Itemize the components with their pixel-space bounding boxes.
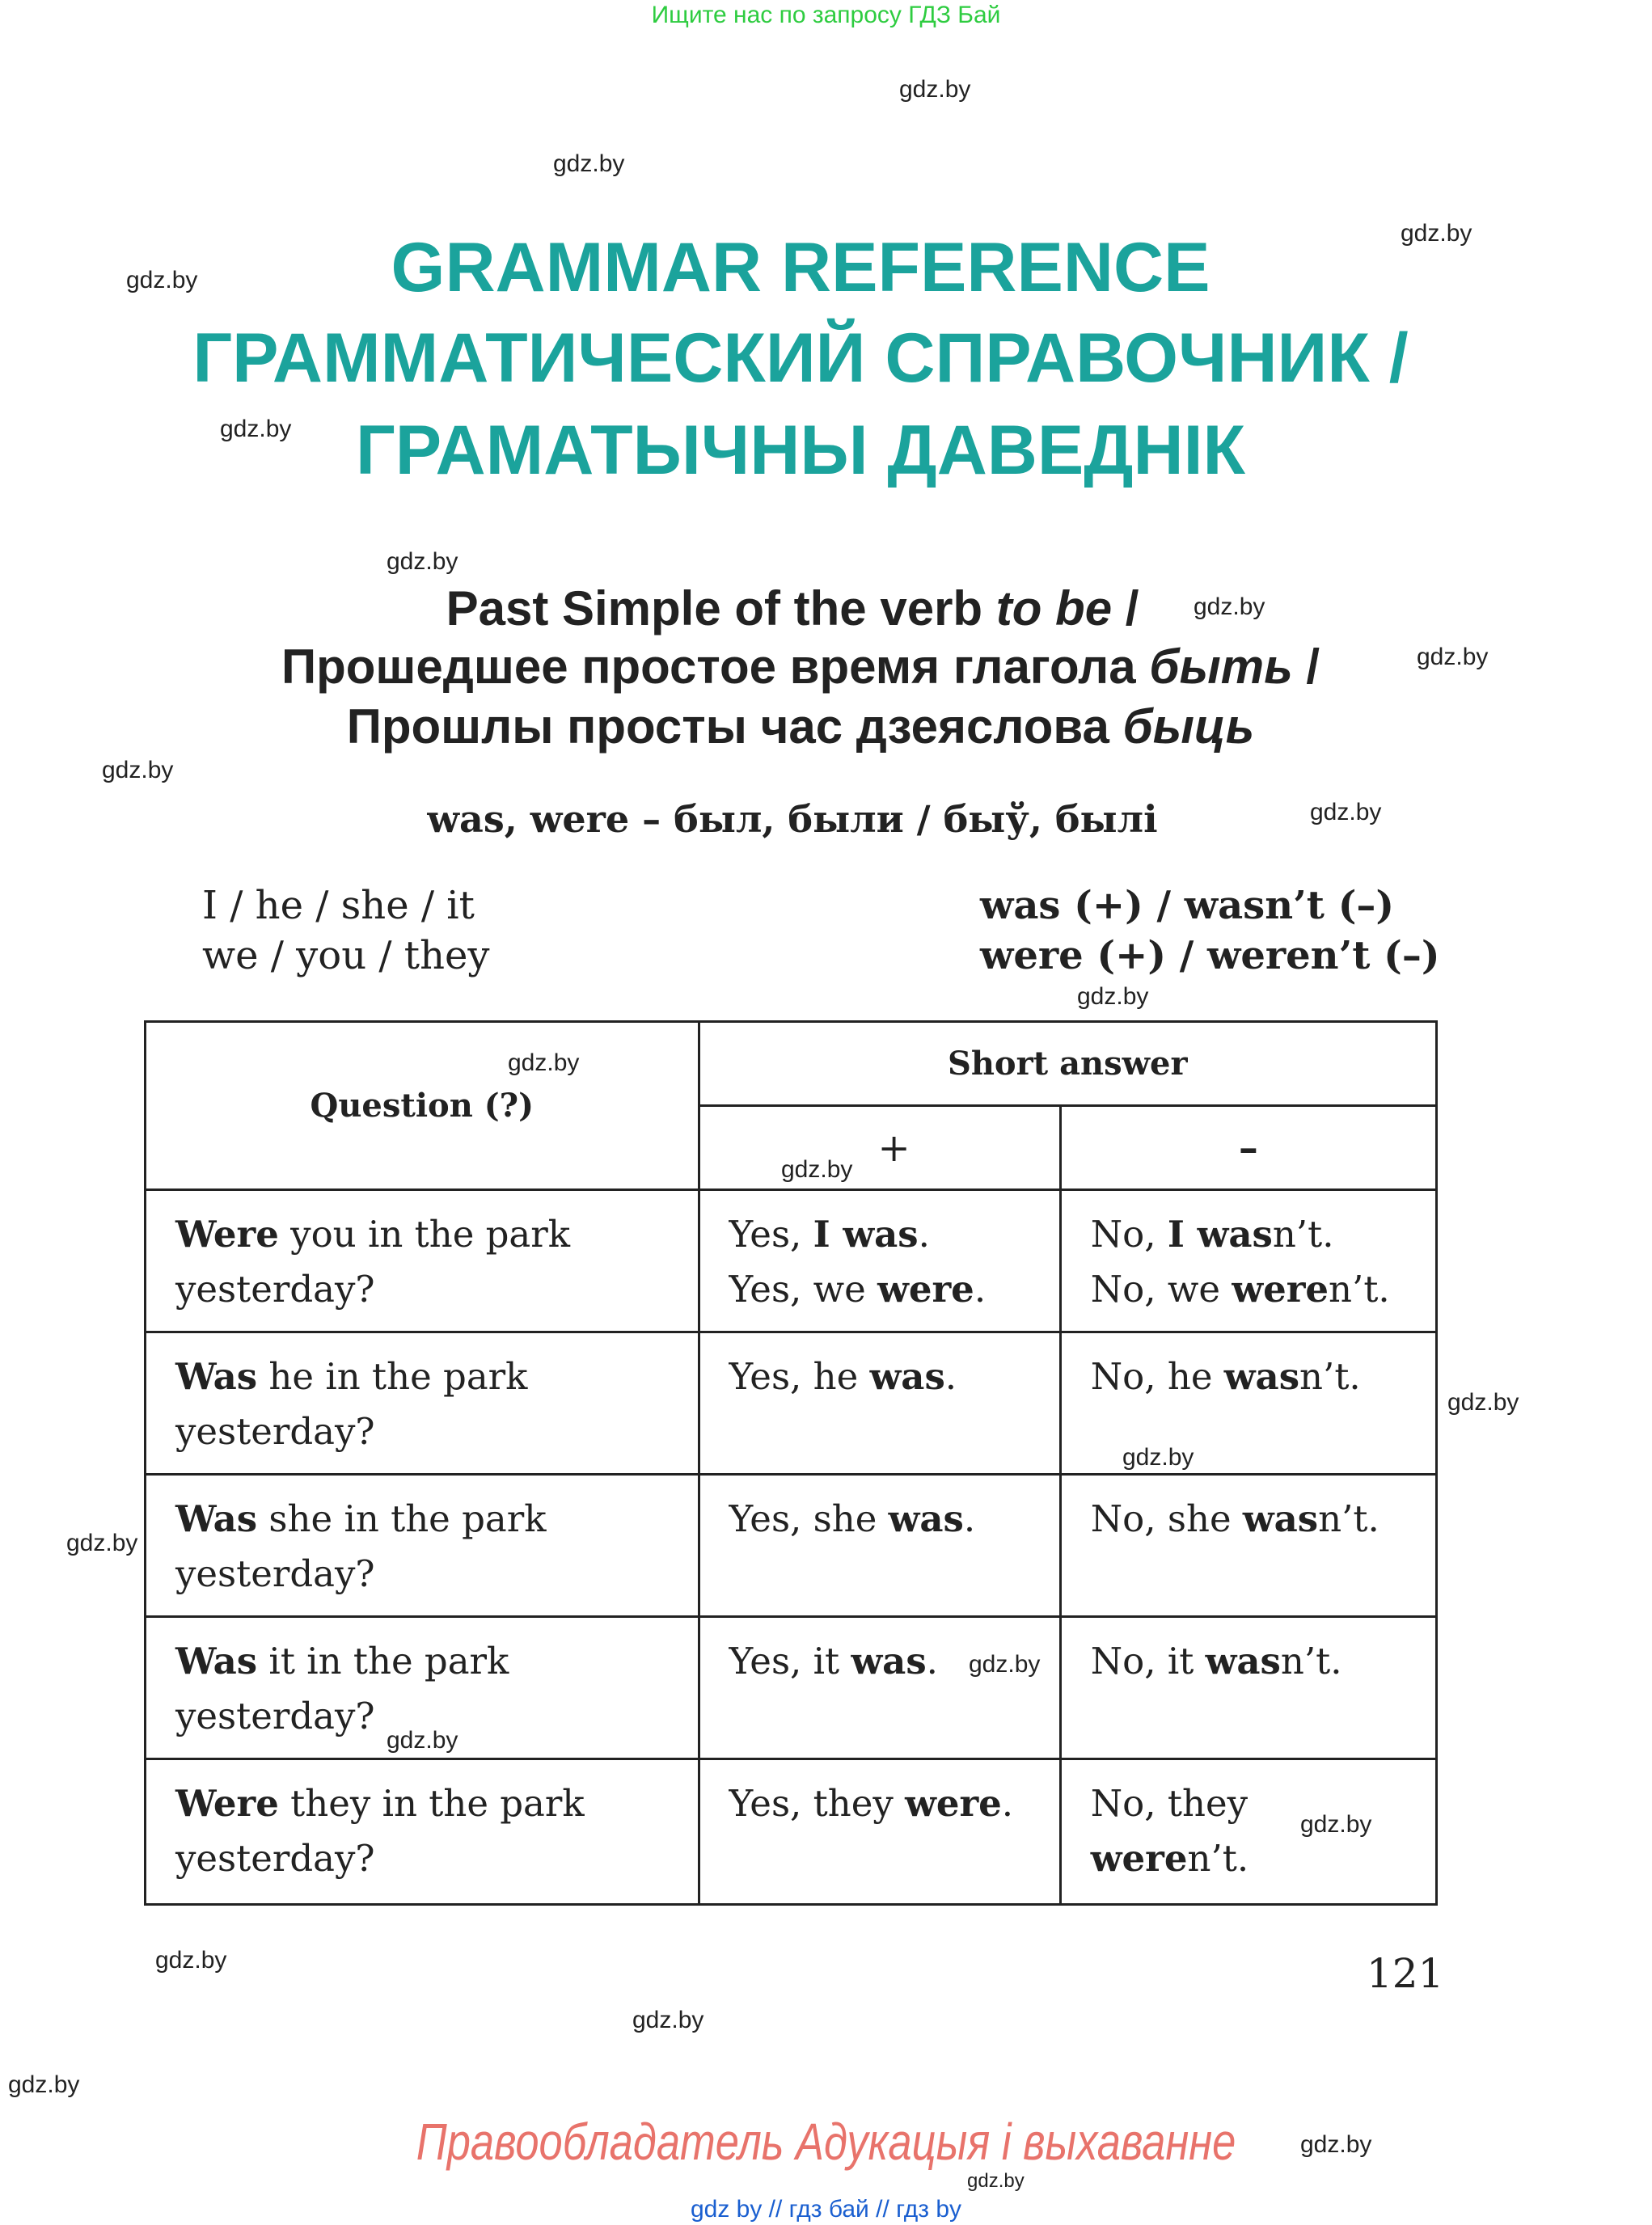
watermark: gdz.by bbox=[66, 1530, 138, 1556]
answer-text: No, it bbox=[1090, 1640, 1206, 1682]
watermark: gdz.by bbox=[1417, 644, 1489, 670]
answer-text: . bbox=[1001, 1782, 1014, 1825]
answer-verb: was bbox=[1205, 1640, 1281, 1682]
answer-verb: was bbox=[888, 1497, 964, 1540]
negative-answer-cell bbox=[1060, 1475, 1436, 1617]
table-row bbox=[146, 1190, 1437, 1332]
watermark: gdz.by bbox=[508, 1049, 580, 1076]
watermark: gdz.by bbox=[632, 2007, 704, 2033]
answer-verb: I was bbox=[1167, 1213, 1273, 1256]
answer-verb: was bbox=[851, 1640, 927, 1682]
answer-text: Yes, they bbox=[729, 1782, 906, 1825]
subtitle-separator: / bbox=[1292, 640, 1320, 694]
subtitle-separator: / bbox=[1112, 581, 1139, 635]
question-text: yesterday? bbox=[175, 1552, 375, 1595]
positive-answer-cell bbox=[699, 1475, 1060, 1617]
subtitle-verb: to be bbox=[995, 581, 1113, 635]
question-text: it in the park bbox=[257, 1640, 509, 1682]
answer-text: n’t. bbox=[1280, 1640, 1342, 1682]
answer-verb: was bbox=[869, 1355, 945, 1398]
watermark: gdz.by bbox=[126, 267, 198, 293]
answer-text: Yes, we bbox=[729, 1268, 878, 1311]
minus-header-label: – bbox=[1238, 1125, 1258, 1171]
watermark: gdz.by bbox=[1447, 1389, 1519, 1416]
answer-verb: were bbox=[1232, 1268, 1329, 1311]
answer-text: Yes, she bbox=[729, 1497, 889, 1540]
table-row bbox=[146, 1332, 1437, 1475]
answer-text: Yes, he bbox=[729, 1355, 870, 1398]
negative-answer-cell bbox=[1060, 1759, 1436, 1905]
watermark: gdz.by bbox=[1300, 1811, 1372, 1838]
forms-plural: were (+) / weren’t (–) bbox=[980, 933, 1440, 978]
positive-answer-cell bbox=[699, 1617, 1060, 1759]
positive-answer-cell bbox=[699, 1759, 1060, 1905]
question-text: they in the park bbox=[278, 1782, 585, 1825]
question-text: he in the park bbox=[257, 1355, 528, 1398]
answer-text: No, he bbox=[1090, 1355, 1224, 1398]
watermark: gdz.by bbox=[553, 150, 625, 177]
question-cell bbox=[146, 1190, 699, 1332]
positive-answer-cell bbox=[699, 1190, 1060, 1332]
answer-text: n’t. bbox=[1187, 1837, 1249, 1880]
watermark: gdz.by bbox=[1194, 593, 1265, 620]
table-row bbox=[146, 1617, 1437, 1759]
question-cell bbox=[146, 1332, 699, 1475]
answer-text: No, she bbox=[1090, 1497, 1243, 1540]
forms-line: was, were – был, были / быў, былі bbox=[427, 797, 1158, 841]
watermark: gdz.by bbox=[1300, 2131, 1372, 2158]
grammar-table bbox=[144, 1020, 1438, 1906]
answer-text: . bbox=[944, 1355, 957, 1398]
subtitle-verb: быть bbox=[1149, 640, 1293, 694]
watermark: gdz.by bbox=[387, 1727, 458, 1754]
subtitle-text: Прошедшее простое время глагола bbox=[281, 640, 1150, 694]
negative-answer-cell bbox=[1060, 1332, 1436, 1475]
question-text: yesterday? bbox=[175, 1410, 375, 1453]
watermark: gdz.by bbox=[967, 2170, 1025, 2192]
page-number: 121 bbox=[1367, 1950, 1444, 1997]
top-note: Ищите нас по запросу ГДЗ Бай bbox=[651, 2, 1001, 28]
watermark: gdz.by bbox=[102, 757, 174, 783]
watermark: gdz.by bbox=[1122, 1444, 1194, 1471]
subtitle-line-3 bbox=[0, 699, 1601, 754]
negative-answer-cell bbox=[1060, 1617, 1436, 1759]
answer-verb: were bbox=[1090, 1837, 1188, 1880]
answer-text: . bbox=[974, 1268, 987, 1311]
watermark: gdz.by bbox=[1401, 220, 1472, 247]
pronouns-plural: we / you / they bbox=[202, 933, 490, 978]
answer-verb: was bbox=[1242, 1497, 1319, 1540]
table-header-row bbox=[146, 1022, 1437, 1106]
watermark: gdz.by bbox=[387, 548, 458, 575]
question-cell bbox=[146, 1475, 699, 1617]
pronouns-singular: I / he / she / it bbox=[202, 883, 475, 928]
answer-text: No, we bbox=[1090, 1268, 1232, 1311]
subtitle-line-1 bbox=[0, 581, 1585, 636]
question-cell bbox=[146, 1759, 699, 1905]
answer-text: Yes, it bbox=[729, 1640, 851, 1682]
subtitle-line-2 bbox=[0, 639, 1601, 695]
question-verb: Were bbox=[175, 1213, 279, 1256]
short-answer-header bbox=[699, 1022, 1436, 1106]
short-answer-header-label: Short answer bbox=[947, 1045, 1188, 1083]
watermark: gdz.by bbox=[969, 1651, 1041, 1678]
question-verb: Was bbox=[175, 1355, 258, 1398]
question-cell bbox=[146, 1617, 699, 1759]
plus-header bbox=[699, 1106, 1060, 1190]
negative-answer-cell bbox=[1060, 1190, 1436, 1332]
minus-header bbox=[1060, 1106, 1436, 1190]
forms-singular: was (+) / wasn’t (–) bbox=[980, 883, 1395, 928]
rights-holder: Правообладатель Адукацыя і выхаванне bbox=[416, 2113, 1236, 2171]
title-line-2: ГРАММАТИЧЕСКИЙ СПРАВОЧНИК / bbox=[192, 319, 1409, 397]
plus-header-label: + bbox=[877, 1125, 911, 1171]
answer-text: No, they bbox=[1090, 1782, 1248, 1825]
watermark: gdz.by bbox=[220, 416, 292, 442]
answer-verb: were bbox=[905, 1782, 1002, 1825]
question-text: she in the park bbox=[257, 1497, 547, 1540]
answer-text: n’t. bbox=[1329, 1268, 1390, 1311]
question-verb: Were bbox=[175, 1782, 279, 1825]
title-line-1: GRAMMAR REFERENCE bbox=[391, 229, 1210, 306]
question-header bbox=[146, 1022, 699, 1190]
subtitle-text: Past Simple of the verb bbox=[446, 581, 996, 635]
question-text: yesterday? bbox=[175, 1268, 375, 1311]
subtitle-verb: быць bbox=[1122, 699, 1255, 754]
answer-text: n’t. bbox=[1318, 1497, 1379, 1540]
answer-verb: was bbox=[1223, 1355, 1300, 1398]
answer-verb: I was bbox=[813, 1213, 919, 1256]
answer-text: n’t. bbox=[1299, 1355, 1361, 1398]
question-text: you in the park bbox=[278, 1213, 571, 1256]
answer-text: Yes, bbox=[729, 1213, 813, 1256]
watermark: gdz.by bbox=[781, 1156, 853, 1183]
answer-text: . bbox=[918, 1213, 930, 1256]
table-row bbox=[146, 1759, 1437, 1905]
question-header-label: Question (?) bbox=[310, 1087, 534, 1125]
answer-text: . bbox=[926, 1640, 938, 1682]
footer-links: gdz by // гдз бай // гдз by bbox=[690, 2196, 962, 2223]
watermark: gdz.by bbox=[155, 1947, 227, 1974]
answer-text: No, bbox=[1090, 1213, 1168, 1256]
question-text: yesterday? bbox=[175, 1695, 375, 1737]
watermark: gdz.by bbox=[899, 76, 971, 103]
answer-text: n’t. bbox=[1272, 1213, 1334, 1256]
question-verb: Was bbox=[175, 1640, 258, 1682]
watermark: gdz.by bbox=[1077, 983, 1149, 1010]
answer-verb: were bbox=[877, 1268, 974, 1311]
subtitle-text: Прошлы просты час дзеяслова bbox=[346, 699, 1123, 754]
watermark: gdz.by bbox=[8, 2071, 80, 2098]
answer-text: . bbox=[963, 1497, 976, 1540]
title-line-3: ГРАМАТЫЧНЫ ДАВЕДНІК bbox=[355, 412, 1246, 489]
question-text: yesterday? bbox=[175, 1837, 375, 1880]
table-row bbox=[146, 1475, 1437, 1617]
question-verb: Was bbox=[175, 1497, 258, 1540]
positive-answer-cell bbox=[699, 1332, 1060, 1475]
watermark: gdz.by bbox=[1310, 799, 1382, 825]
